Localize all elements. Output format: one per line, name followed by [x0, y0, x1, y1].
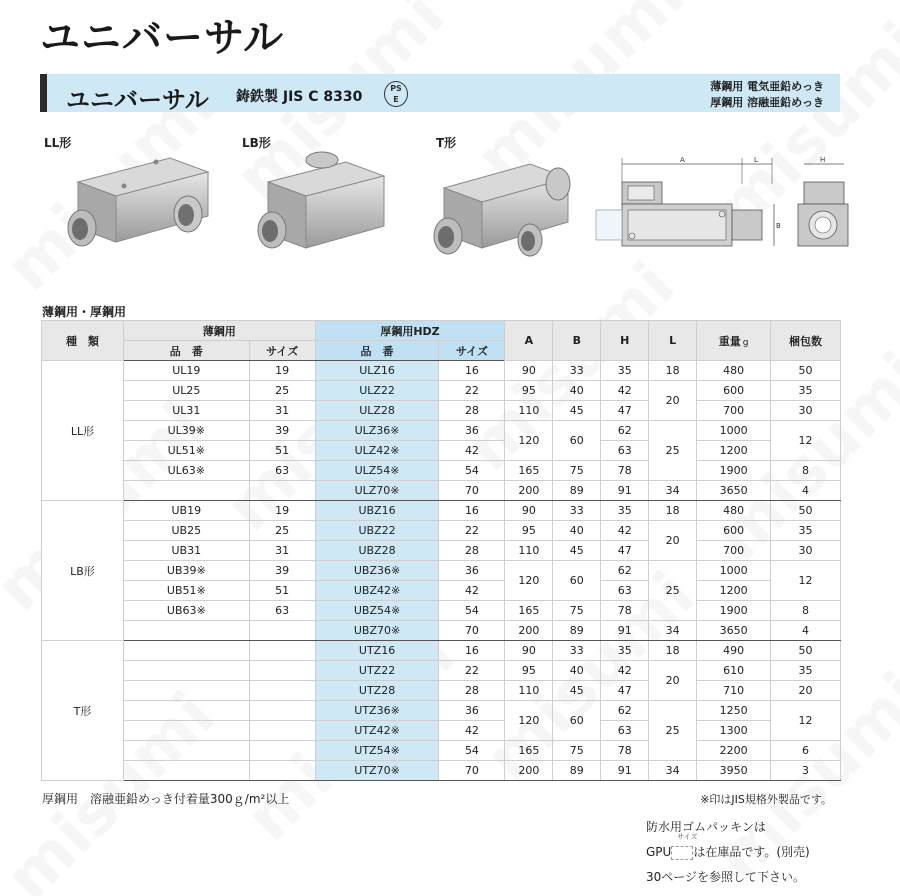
weight-cell: 1000 [697, 421, 771, 441]
thick-part-no-cell: ULZ22 [315, 381, 439, 401]
dim-label-b: B [776, 222, 781, 230]
table-row [42, 721, 841, 741]
thick-size-cell: 36 [439, 701, 505, 721]
pse-mark-icon [384, 81, 408, 107]
h-cell: 35 [601, 361, 649, 381]
thin-size-cell: 19 [249, 501, 315, 521]
b-cell: 75 [553, 601, 601, 621]
a-cell: 165 [505, 461, 553, 481]
spec-table-body [42, 361, 841, 781]
h-cell: 63 [601, 441, 649, 461]
l-cell: 18 [649, 641, 697, 661]
thick-size-cell: 70 [439, 621, 505, 641]
thick-size-cell: 16 [439, 501, 505, 521]
weight-cell: 600 [697, 521, 771, 541]
b-cell: 45 [553, 681, 601, 701]
a-cell: 120 [505, 421, 553, 461]
gasket-line2-rest: は在庫品です。(別売) [693, 845, 810, 859]
header-accent-bar [40, 74, 47, 112]
l-cell: 34 [649, 621, 697, 641]
l-cell: 20 [649, 521, 697, 561]
l-cell: 25 [649, 561, 697, 621]
table-row [42, 481, 841, 501]
spec-table [41, 320, 841, 781]
thin-part-no-cell [123, 741, 249, 761]
jis-note: ※印はJIS規格外製品です。 [700, 793, 832, 806]
thick-part-no-cell: UTZ16 [315, 641, 439, 661]
thick-part-no-cell: UTZ54※ [315, 741, 439, 761]
table-row [42, 701, 841, 721]
a-cell: 110 [505, 401, 553, 421]
b-cell: 40 [553, 661, 601, 681]
h-cell: 78 [601, 601, 649, 621]
weight-cell: 1000 [697, 561, 771, 581]
product-label-lb: LB形 [242, 136, 271, 150]
thin-part-no-cell: UL51※ [123, 441, 249, 461]
table-row [42, 681, 841, 701]
header-weight-label: 重量 [718, 334, 741, 348]
pack-cell: 12 [771, 701, 841, 741]
thin-part-no-cell: UB39※ [123, 561, 249, 581]
table-row [42, 441, 841, 461]
thin-size-cell: 63 [249, 601, 315, 621]
thin-size-cell [249, 641, 315, 661]
b-cell: 60 [553, 701, 601, 741]
section-title: 薄鋼用・厚鋼用 [42, 305, 127, 319]
thin-part-no-cell: UB25 [123, 521, 249, 541]
pack-cell: 50 [771, 501, 841, 521]
header-b: B [553, 321, 601, 361]
h-cell: 63 [601, 721, 649, 741]
thin-size-cell [249, 621, 315, 641]
weight-cell: 3950 [697, 761, 771, 781]
thin-part-no-cell [123, 481, 249, 501]
pack-cell: 3 [771, 761, 841, 781]
thin-size-cell [249, 481, 315, 501]
header-thick-hdz: 厚鋼用HDZ [315, 321, 505, 341]
thin-size-cell [249, 761, 315, 781]
thin-size-cell: 25 [249, 381, 315, 401]
table-row [42, 761, 841, 781]
weight-cell: 1200 [697, 581, 771, 601]
gasket-size-placeholder [671, 846, 693, 860]
b-cell: 89 [553, 761, 601, 781]
thin-size-cell: 31 [249, 541, 315, 561]
a-cell: 95 [505, 521, 553, 541]
thick-size-cell: 42 [439, 721, 505, 741]
thick-size-cell: 36 [439, 561, 505, 581]
b-cell: 89 [553, 481, 601, 501]
l-cell: 34 [649, 481, 697, 501]
b-cell: 40 [553, 521, 601, 541]
thin-size-cell: 31 [249, 401, 315, 421]
thick-size-cell: 16 [439, 641, 505, 661]
type-cell: LB形 [42, 501, 124, 641]
table-row [42, 741, 841, 761]
thin-part-no-cell: UB31 [123, 541, 249, 561]
pack-cell: 8 [771, 601, 841, 621]
weight-cell: 1250 [697, 701, 771, 721]
a-cell: 120 [505, 701, 553, 741]
thick-size-cell: 54 [439, 741, 505, 761]
pack-cell: 30 [771, 401, 841, 421]
a-cell: 120 [505, 561, 553, 601]
l-cell: 25 [649, 421, 697, 481]
table-row [42, 401, 841, 421]
t-fitting-image [420, 148, 580, 273]
table-row [42, 501, 841, 521]
type-cell: T形 [42, 641, 124, 781]
thin-part-no-cell: UL19 [123, 361, 249, 381]
weight-cell: 480 [697, 361, 771, 381]
thin-size-cell: 39 [249, 421, 315, 441]
header-weight-unit: g [742, 337, 749, 348]
pack-cell: 4 [771, 621, 841, 641]
h-cell: 35 [601, 641, 649, 661]
pack-cell: 35 [771, 661, 841, 681]
header-pack: 梱包数 [771, 321, 841, 361]
h-cell: 63 [601, 581, 649, 601]
b-cell: 75 [553, 741, 601, 761]
thick-size-cell: 22 [439, 381, 505, 401]
h-cell: 47 [601, 681, 649, 701]
header-note-thin: 薄鋼用 電気亜鉛めっき [710, 80, 824, 93]
gasket-prefix: GPU [646, 845, 672, 859]
thick-part-no-cell: ULZ70※ [315, 481, 439, 501]
header-a: A [505, 321, 553, 361]
thin-part-no-cell [123, 681, 249, 701]
pack-cell: 50 [771, 361, 841, 381]
thin-part-no-cell: UL63※ [123, 461, 249, 481]
a-cell: 90 [505, 361, 553, 381]
thin-size-cell [249, 661, 315, 681]
l-cell: 18 [649, 501, 697, 521]
pack-cell: 35 [771, 521, 841, 541]
thick-size-cell: 36 [439, 421, 505, 441]
thick-part-no-cell: ULZ36※ [315, 421, 439, 441]
dim-label-a: A [680, 156, 685, 164]
a-cell: 200 [505, 761, 553, 781]
table-row [42, 621, 841, 641]
thick-part-no-cell: UBZ54※ [315, 601, 439, 621]
thin-size-cell: 25 [249, 521, 315, 541]
thin-part-no-cell: UB51※ [123, 581, 249, 601]
weight-cell: 1900 [697, 461, 771, 481]
weight-cell: 610 [697, 661, 771, 681]
gasket-size-label: サイズ [677, 833, 698, 841]
header-l: L [649, 321, 697, 361]
header-thick-part-no: 品 番 [315, 341, 439, 361]
weight-cell: 1900 [697, 601, 771, 621]
thin-part-no-cell: UB63※ [123, 601, 249, 621]
a-cell: 95 [505, 381, 553, 401]
lb-fitting-image [248, 148, 398, 268]
pack-cell: 30 [771, 541, 841, 561]
thick-part-no-cell: ULZ16 [315, 361, 439, 381]
weight-cell: 490 [697, 641, 771, 661]
dim-label-l: L [754, 156, 758, 164]
page-title: ユニバーサル [40, 15, 284, 61]
weight-cell: 1200 [697, 441, 771, 461]
a-cell: 90 [505, 501, 553, 521]
a-cell: 200 [505, 481, 553, 501]
type-cell: LL形 [42, 361, 124, 501]
h-cell: 91 [601, 481, 649, 501]
thin-size-cell [249, 721, 315, 741]
b-cell: 60 [553, 561, 601, 601]
thin-part-no-cell: UL31 [123, 401, 249, 421]
gasket-note-line2 [646, 843, 810, 860]
pack-cell: 20 [771, 681, 841, 701]
thin-part-no-cell: UL39※ [123, 421, 249, 441]
header-type: 種 類 [42, 321, 124, 361]
l-cell: 20 [649, 661, 697, 701]
b-cell: 40 [553, 381, 601, 401]
weight-cell: 600 [697, 381, 771, 401]
b-cell: 33 [553, 501, 601, 521]
header-thick-size: サイズ [439, 341, 505, 361]
header-note-thick: 厚鋼用 溶融亜鉛めっき [710, 96, 824, 109]
thick-part-no-cell: UTZ28 [315, 681, 439, 701]
coating-note: 厚鋼用 溶融亜鉛めっき付着量300ｇ/m²以上 [42, 792, 290, 806]
table-row [42, 561, 841, 581]
thin-part-no-cell [123, 721, 249, 741]
thin-size-cell: 63 [249, 461, 315, 481]
thick-size-cell: 28 [439, 681, 505, 701]
thick-size-cell: 22 [439, 521, 505, 541]
h-cell: 42 [601, 381, 649, 401]
b-cell: 45 [553, 541, 601, 561]
b-cell: 60 [553, 421, 601, 461]
thick-size-cell: 16 [439, 361, 505, 381]
b-cell: 89 [553, 621, 601, 641]
thick-size-cell: 42 [439, 581, 505, 601]
pack-cell: 6 [771, 741, 841, 761]
a-cell: 200 [505, 621, 553, 641]
thin-size-cell [249, 701, 315, 721]
table-row [42, 661, 841, 681]
thick-part-no-cell: UBZ36※ [315, 561, 439, 581]
ll-fitting-image [58, 150, 218, 270]
table-row [42, 461, 841, 481]
header-thin-size: サイズ [249, 341, 315, 361]
thin-part-no-cell [123, 621, 249, 641]
table-row [42, 641, 841, 661]
product-label-t: T形 [436, 136, 457, 150]
thick-part-no-cell: ULZ54※ [315, 461, 439, 481]
h-cell: 62 [601, 561, 649, 581]
h-cell: 78 [601, 741, 649, 761]
header-thin: 薄鋼用 [123, 321, 315, 341]
thick-part-no-cell: UTZ42※ [315, 721, 439, 741]
a-cell: 95 [505, 661, 553, 681]
l-cell: 25 [649, 701, 697, 761]
h-cell: 62 [601, 701, 649, 721]
thin-part-no-cell [123, 661, 249, 681]
thick-part-no-cell: ULZ28 [315, 401, 439, 421]
table-row [42, 421, 841, 441]
b-cell: 45 [553, 401, 601, 421]
b-cell: 33 [553, 641, 601, 661]
thick-size-cell: 54 [439, 601, 505, 621]
thick-part-no-cell: UBZ42※ [315, 581, 439, 601]
weight-cell: 700 [697, 401, 771, 421]
table-row [42, 381, 841, 401]
thin-size-cell: 51 [249, 441, 315, 461]
thick-size-cell: 22 [439, 661, 505, 681]
thick-part-no-cell: UBZ16 [315, 501, 439, 521]
pack-cell: 4 [771, 481, 841, 501]
h-cell: 91 [601, 621, 649, 641]
thick-part-no-cell: UTZ70※ [315, 761, 439, 781]
thick-size-cell: 70 [439, 481, 505, 501]
pack-cell: 12 [771, 421, 841, 461]
thick-part-no-cell: ULZ42※ [315, 441, 439, 461]
weight-cell: 1300 [697, 721, 771, 741]
header-title: ユニバーサル [66, 86, 209, 114]
thick-part-no-cell: UTZ22 [315, 661, 439, 681]
table-row [42, 521, 841, 541]
weight-cell: 3650 [697, 621, 771, 641]
product-label-ll: LL形 [44, 136, 72, 150]
h-cell: 35 [601, 501, 649, 521]
table-row [42, 541, 841, 561]
pack-cell: 50 [771, 641, 841, 661]
thick-size-cell: 42 [439, 441, 505, 461]
a-cell: 165 [505, 741, 553, 761]
l-cell: 20 [649, 381, 697, 421]
weight-cell: 700 [697, 541, 771, 561]
thin-size-cell: 39 [249, 561, 315, 581]
dim-label-h: H [820, 156, 826, 164]
weight-cell: 710 [697, 681, 771, 701]
table-row [42, 601, 841, 621]
thick-size-cell: 54 [439, 461, 505, 481]
thick-part-no-cell: UBZ70※ [315, 621, 439, 641]
b-cell: 75 [553, 461, 601, 481]
thin-part-no-cell [123, 641, 249, 661]
header-h: H [601, 321, 649, 361]
weight-cell: 480 [697, 501, 771, 521]
h-cell: 91 [601, 761, 649, 781]
thin-part-no-cell: UL25 [123, 381, 249, 401]
thick-size-cell: 70 [439, 761, 505, 781]
dimension-drawing [592, 154, 850, 266]
header-material: 鋳鉄製 JIS C 8330 [236, 89, 363, 105]
h-cell: 42 [601, 661, 649, 681]
h-cell: 42 [601, 521, 649, 541]
thick-part-no-cell: UTZ36※ [315, 701, 439, 721]
gasket-note-line1: 防水用ゴムパッキンは [646, 820, 766, 834]
pack-cell: 12 [771, 561, 841, 601]
weight-cell: 3650 [697, 481, 771, 501]
l-cell: 18 [649, 361, 697, 381]
h-cell: 62 [601, 421, 649, 441]
header-thin-part-no: 品 番 [123, 341, 249, 361]
h-cell: 78 [601, 461, 649, 481]
thick-size-cell: 28 [439, 541, 505, 561]
gasket-note-line3: 30ページを参照して下さい。 [646, 870, 806, 884]
pack-cell: 8 [771, 461, 841, 481]
thin-size-cell: 19 [249, 361, 315, 381]
pse-mark-text: PSE [390, 84, 402, 104]
thin-size-cell [249, 681, 315, 701]
b-cell: 33 [553, 361, 601, 381]
l-cell: 34 [649, 761, 697, 781]
thin-size-cell [249, 741, 315, 761]
a-cell: 165 [505, 601, 553, 621]
pack-cell: 35 [771, 381, 841, 401]
a-cell: 90 [505, 641, 553, 661]
header-weight [697, 321, 771, 361]
table-row [42, 361, 841, 381]
thick-part-no-cell: UBZ28 [315, 541, 439, 561]
thin-part-no-cell [123, 701, 249, 721]
thick-size-cell: 28 [439, 401, 505, 421]
a-cell: 110 [505, 541, 553, 561]
thin-part-no-cell: UB19 [123, 501, 249, 521]
thick-part-no-cell: UBZ22 [315, 521, 439, 541]
weight-cell: 2200 [697, 741, 771, 761]
h-cell: 47 [601, 541, 649, 561]
thin-part-no-cell [123, 761, 249, 781]
a-cell: 110 [505, 681, 553, 701]
h-cell: 47 [601, 401, 649, 421]
thin-size-cell: 51 [249, 581, 315, 601]
table-row [42, 581, 841, 601]
